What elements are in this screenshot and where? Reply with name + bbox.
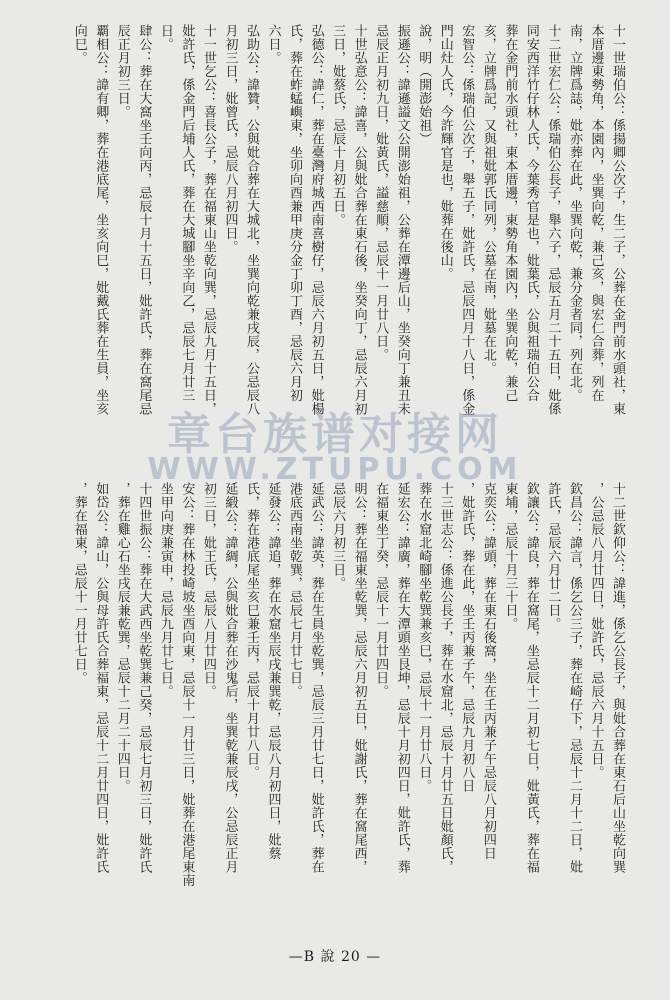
text-column: 本厝邊東勢角，本園內，坐巽向乾，兼己亥，與宏仁合葬，列在: [588, 24, 604, 402]
watermark-chinese: 章台族谱对接网: [167, 409, 503, 460]
text-column: 弘德公：諱仁，葬在臺灣府城西南喜樹仔，忌辰六月初五日，妣楊: [309, 24, 324, 416]
text-column: 說，明（開澎始祖）: [416, 24, 432, 146]
text-column: 欽昌公：諱言，係乞公三子，葬在崎仔下，忌辰十二月十二日，妣: [567, 482, 582, 874]
text-column: ，公忌辰八月廿四日，妣許氏，忌辰六月十五日。: [588, 482, 604, 779]
text-column: 妣許氏，係金門后埔人氏，葬在大城腳坐辛向乙，忌辰七月廿三: [179, 24, 195, 402]
text-column: 同安西洋竹仔林人氏，今葉秀官是也，妣葉氏，公與祖瑞伯公合: [524, 24, 539, 402]
text-column: 港底西南坐乾巽，忌辰七月廿七日。: [287, 482, 303, 698]
text-column: 十四世振公：葬在大武西坐乾巽兼己癸，忌辰七月初三日，妣許氏: [136, 482, 152, 874]
text-column: 安公：葬在林投崎坡坐酉向東，忌辰十一月廿三日，妣葬在港尾東南: [179, 482, 195, 887]
text-column: ，妣許氏，葬在此，坐壬丙兼子午，忌辰九月初八日: [459, 482, 475, 793]
text-column: 東埔，忌辰十月三十日。: [502, 482, 518, 631]
text-column: 氏，葬在蚱蜢嶼東，坐卯向酉兼甲庚分金丁卯丁酉，忌辰六月初: [287, 24, 303, 402]
text-column: 葬在水窟北崎腳坐乾巽兼亥巳，忌辰十一月廿八日。: [416, 482, 432, 793]
text-column: 十二世宏仁公：係瑞伯公長子，舉六子，忌辰五月二十五日，妣係: [545, 24, 561, 416]
text-column: 如岱公：諱山，公與母許氏合葬福東，忌辰十二月廿四日，妣許氏: [93, 482, 109, 874]
page-number: —B 說 20 —: [288, 949, 382, 965]
text-column: 欽讓公：諱良，葬在窩尾，坐忌辰十二月初七日，妣黃氏，葬在福: [524, 482, 539, 874]
text-column: 在福東坐丁癸，忌辰十一月廿四日。: [373, 482, 389, 698]
text-column: ，葬在雞心石坐戌辰兼乾巽，忌辰十二月二十四日。: [115, 482, 130, 793]
text-column: 十二世欽仰公：諱進，係乞公長子，與妣合葬在東石后山坐乾向巽: [610, 482, 625, 874]
bottom-text-block: [72, 482, 632, 914]
text-column: 葬在金門前水頭社，東本厝邊，東勢角本園內，坐巽向乾，兼己: [502, 24, 518, 402]
text-column: 三日，妣蔡氏，忌辰十月初五日。: [330, 24, 346, 227]
text-column: 向巳。: [72, 24, 87, 65]
text-column: 振遜公：諱遜謚文公開澎始祖，公葬在潭邊后山，坐癸向丁兼丑未: [395, 24, 410, 416]
text-column: 延武公：諱英，葬在生員坐乾巽，忌辰三月廿七日，妣許氏，葬在: [309, 482, 324, 874]
text-column: 十一世乞公：喜長公子，葬在福東山坐乾向巽，忌辰九月十五日，: [201, 24, 216, 416]
text-column: 六日。: [265, 24, 281, 65]
text-column: 肆公：葬在大窩坐壬向丙，忌辰十月十五日，妣許氏，葬在窩尾忌: [136, 24, 152, 416]
text-column: 延緞公：諱綢，公與妣合葬在沙鬼后，坐巽乾兼辰戌，公忌辰正月: [222, 482, 238, 874]
text-column: 宏智公：係瑞伯公次子，舉五子，妣許氏，忌辰四月十八日，係金: [459, 24, 475, 416]
text-column: 十一世瑞伯公：係揚卿公次子，生二子，公葬在金門前水頭社，東: [610, 24, 625, 416]
text-column: 辰正月初三日。: [115, 24, 130, 119]
text-column: 日。: [158, 24, 173, 51]
text-column: 南，立牌爲誌，妣亦葬在此，坐巽向乾，兼分金者同，列在北。: [567, 24, 582, 402]
text-column: ，葬在福東，忌辰十一月廿七日。: [72, 482, 87, 685]
text-column: 忌辰正月初九日，妣黃氏，謚慈順，忌辰十一月廿八日。: [373, 24, 389, 362]
text-column: 坐甲向庚兼寅申，忌辰九月廿七日。: [158, 482, 173, 698]
text-column: 許氏，忌辰六月廿二日。: [545, 482, 561, 631]
watermark-url: WWW.ZTUPU.COM: [147, 452, 523, 487]
text-column: 初三日，妣王氏，忌辰八月廿四日。: [201, 482, 216, 698]
text-column: 克奕公：諱頭，葬在東石後窩，坐在壬丙兼子午忌辰八月初四日: [481, 482, 496, 860]
text-column: 延發公：諱追，葬在水窟坐辰戌兼巽乾，忌辰八月初四日，妣蔡: [265, 482, 281, 860]
text-column: 弘助公：諱贊，公與妣合葬在大城北，坐巽向乾兼戌辰，公忌辰八: [244, 24, 259, 416]
text-column: 氏，葬在港底尾坐亥巳兼壬丙，忌辰十月廿八日。: [244, 482, 259, 779]
text-column: 延宏公：諱廣，葬在大潭頭坐艮坤，忌辰十月初四日，妣許氏，葬: [395, 482, 410, 874]
text-column: 忌辰六月初三日。: [330, 482, 346, 590]
text-column: 十世弘意公：諱喜，公與妣合葬在東石後，坐癸向丁，忌辰六月初: [352, 24, 367, 416]
text-column: 門山灶人氏，今許輝官是也，妣葬在後山。: [438, 24, 453, 281]
text-column: 月初三日，妣曾氏，忌辰八月初四日。: [222, 24, 238, 254]
text-column: 十三世志公：係進公長子，葬在水窟北，忌辰十月廿五日妣顏氏，: [438, 482, 453, 874]
text-column: 明公：葬在福東坐乾巽，忌辰六月初五日，妣謝氏，葬在窩尾西，: [352, 482, 367, 874]
top-text-block: [72, 24, 632, 456]
text-column: 覇相公：諱有卿，葬在港底尾，坐亥向巳，妣戴氏葬在生員，坐亥: [93, 24, 109, 416]
text-column: 亥，立牌爲記，又與祖妣郭氏同列，公墓在南，妣墓在北。: [481, 24, 496, 375]
